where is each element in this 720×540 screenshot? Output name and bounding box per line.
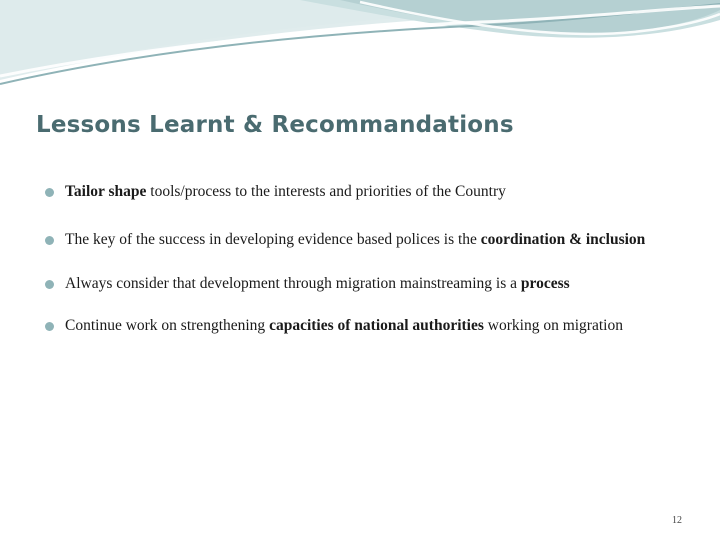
bullet-item [44, 275, 674, 293]
bullet-dot-icon [45, 322, 54, 331]
bullet-item [44, 231, 674, 249]
bullet-text-bold: capacities of national authorities [269, 317, 484, 334]
bullet-text: The key of the success in developing evidence based polices is the [65, 231, 481, 248]
page-number: 12 [672, 515, 682, 526]
bullet-list [44, 183, 674, 335]
header-wave-decoration [0, 0, 720, 90]
bullet-text: working on migration [483, 317, 623, 334]
bullet-dot-icon [45, 280, 54, 289]
bullet-text: Always consider that development through migration mainstreaming is a [65, 275, 521, 292]
bullet-text-bold: coordination & inclusion [480, 231, 646, 248]
slide-title: Lessons Learnt & Recommandations [36, 112, 514, 138]
bullet-text-bold: process [520, 275, 570, 292]
bullet-item [44, 183, 674, 201]
bullet-dot-icon [45, 236, 54, 245]
bullet-text: Continue work on strengthening [65, 317, 270, 334]
bullet-text: tools/process to the interests and priorities of the Country [146, 183, 506, 200]
bullet-item [44, 317, 674, 335]
bullet-text-bold: Tailor shape [65, 183, 147, 200]
bullet-dot-icon [45, 188, 54, 197]
